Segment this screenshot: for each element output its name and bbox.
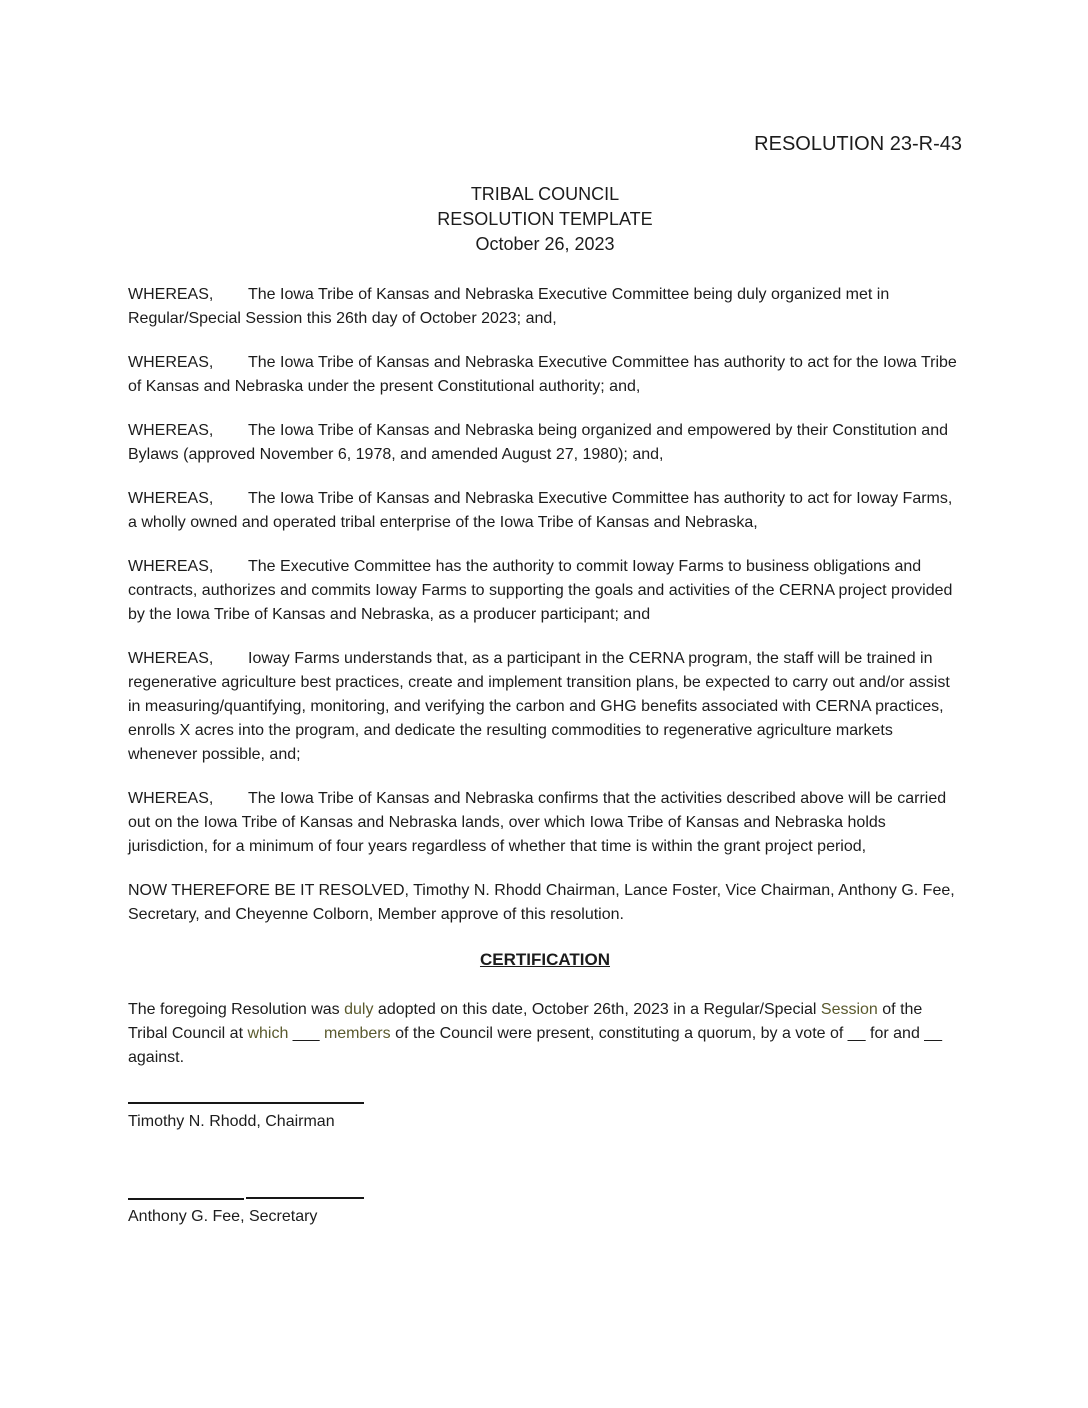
document-title-line-1: TRIBAL COUNCIL <box>470 184 620 204</box>
whereas-paragraph-6 <box>128 647 962 767</box>
whereas-text: The Iowa Tribe of Kansas and Nebraska Executive Committee has authority to act for Ioway Farms, a wholly owned and operated tribal enterprise of the Iowa Tribe of Kansas and Nebraska, <box>128 490 953 531</box>
whereas-label: WHEREAS, <box>128 558 214 575</box>
whereas-text: The Iowa Tribe of Kansas and Nebraska being organized and empowered by their Constitution and Bylaws (approved November 6, 1978, and amended August 27, 1980); and, <box>128 422 948 463</box>
certification-text-segment: duly <box>344 1001 374 1018</box>
certification-text-segment: adopted on this date, October 26th, 2023 in a Regular/Special <box>373 1001 821 1018</box>
signature-line <box>128 1197 364 1199</box>
whereas-paragraph-4 <box>128 487 962 535</box>
whereas-paragraph-3 <box>128 419 962 467</box>
whereas-text: Ioway Farms understands that, as a participant in the CERNA program, the staff will be trained in regenerative agriculture best practices, create and implement transition plans, be expected to carry out and/or assist in measuring/quantifying, monitoring, and verifying the carbon and GHG benefits associated with CERNA practices, enrolls X acres into the program, and dedicate the resulting commodities to regenerative agriculture markets whenever possible, and; <box>128 650 950 763</box>
certification-paragraph <box>128 998 962 1070</box>
certification-text-segment: of the Tribal Council at <box>128 1001 923 1042</box>
signature-name-secretary: Anthony G. Fee, Secretary <box>128 1208 318 1225</box>
whereas-label: WHEREAS, <box>128 650 214 667</box>
document-title-line-2: RESOLUTION TEMPLATE <box>437 209 653 229</box>
whereas-text: The Iowa Tribe of Kansas and Nebraska confirms that the activities described above will be carried out on the Iowa Tribe of Kansas and Nebraska lands, over which Iowa Tribe of Kansas and Nebraska holds jurisdiction, for a minimum of four years regardless of whether that time is within the grant project period, <box>128 790 947 855</box>
signature-name-chairman: Timothy N. Rhodd, Chairman <box>128 1113 335 1130</box>
certification-text-segment: members <box>323 1025 391 1042</box>
certification-text-segment: of the Council were present, constituting a quorum, by a vote of __ for and __ against. <box>128 1025 943 1066</box>
whereas-label: WHEREAS, <box>128 354 214 371</box>
signature-block-chairman <box>128 1102 962 1134</box>
whereas-text: The Iowa Tribe of Kansas and Nebraska Executive Committee being duly organized met in Regular/Special Session this 26th day of October 2023; and, <box>128 286 890 327</box>
resolution-number: RESOLUTION 23-R-43 <box>754 133 962 155</box>
certification-text-segment: ___ <box>288 1025 324 1042</box>
resolved-clause: NOW THEREFORE BE IT RESOLVED, Timothy N. Rhodd Chairman, Lance Foster, Vice Chairman, Anthony G. Fee, Secretary, and Cheyenne Colborn, Member approve of this resolution. <box>128 882 955 923</box>
whereas-paragraph-5 <box>128 555 962 627</box>
certification-heading: CERTIFICATION <box>479 950 610 969</box>
whereas-text: The Executive Committee has the authority to commit Ioway Farms to business obligations and contracts, authorizes and commits Ioway Farms to supporting the goals and activities of the CERNA project provided by the Iowa Tribe of Kansas and Nebraska, as a producer participant; and <box>128 558 953 623</box>
whereas-label: WHEREAS, <box>128 490 214 507</box>
signature-line-segment <box>128 1198 244 1200</box>
whereas-paragraph-2 <box>128 351 962 399</box>
whereas-label: WHEREAS, <box>128 790 214 807</box>
whereas-text: The Iowa Tribe of Kansas and Nebraska Executive Committee has authority to act for the Iowa Tribe of Kansas and Nebraska under the present Constitutional authority; and, <box>128 354 957 395</box>
whereas-label: WHEREAS, <box>128 422 214 439</box>
signature-block-secretary <box>128 1197 962 1229</box>
whereas-paragraph-7 <box>128 787 962 859</box>
signature-line-segment <box>246 1197 364 1199</box>
document-date: October 26, 2023 <box>475 234 615 254</box>
certification-text-segment: The foregoing Resolution was <box>128 1001 345 1018</box>
whereas-paragraph-1 <box>128 283 962 331</box>
certification-text-segment: which <box>247 1025 289 1042</box>
whereas-label: WHEREAS, <box>128 286 214 303</box>
title-block <box>128 182 962 257</box>
certification-text-segment: Session <box>820 1001 878 1018</box>
